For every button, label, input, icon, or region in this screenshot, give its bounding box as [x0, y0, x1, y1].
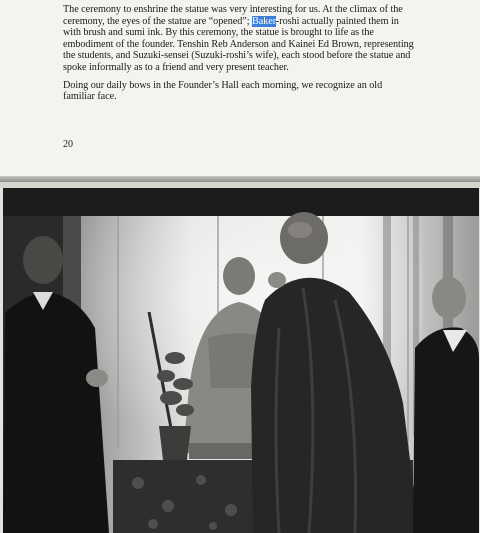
- body-text: [63, 4, 415, 103]
- ceremony-photo-illustration: [3, 188, 479, 533]
- paragraph-ceremony-rest: -roshi actually painted them in with brush and sumi ink. By this ceremony, the statue is brought to life as the embodiment of the founder. Tenshin Reb Anderson and Kainei Ed Brown, representing the students, and Suzuki-sensei (Suzuki-roshi’s wife), each stood before the statue and spoke informally as to a friend and very present teacher.: [63, 15, 414, 73]
- page-number: 20: [63, 139, 73, 150]
- selected-text-highlight[interactable]: Baker: [252, 15, 276, 27]
- paragraph-ceremony: [63, 4, 415, 74]
- book-page: [0, 0, 480, 178]
- ceremony-photo: [3, 188, 479, 533]
- paragraph-daily-bows: Doing our daily bows in the Founder’s Hall each morning, we recognize an old familiar face.: [63, 79, 383, 103]
- paragraph-ceremony-start: The ceremony to enshrine the statue was very interesting for us. At the climax of the ceremony, the eyes of the statue are “opened”;: [63, 4, 403, 27]
